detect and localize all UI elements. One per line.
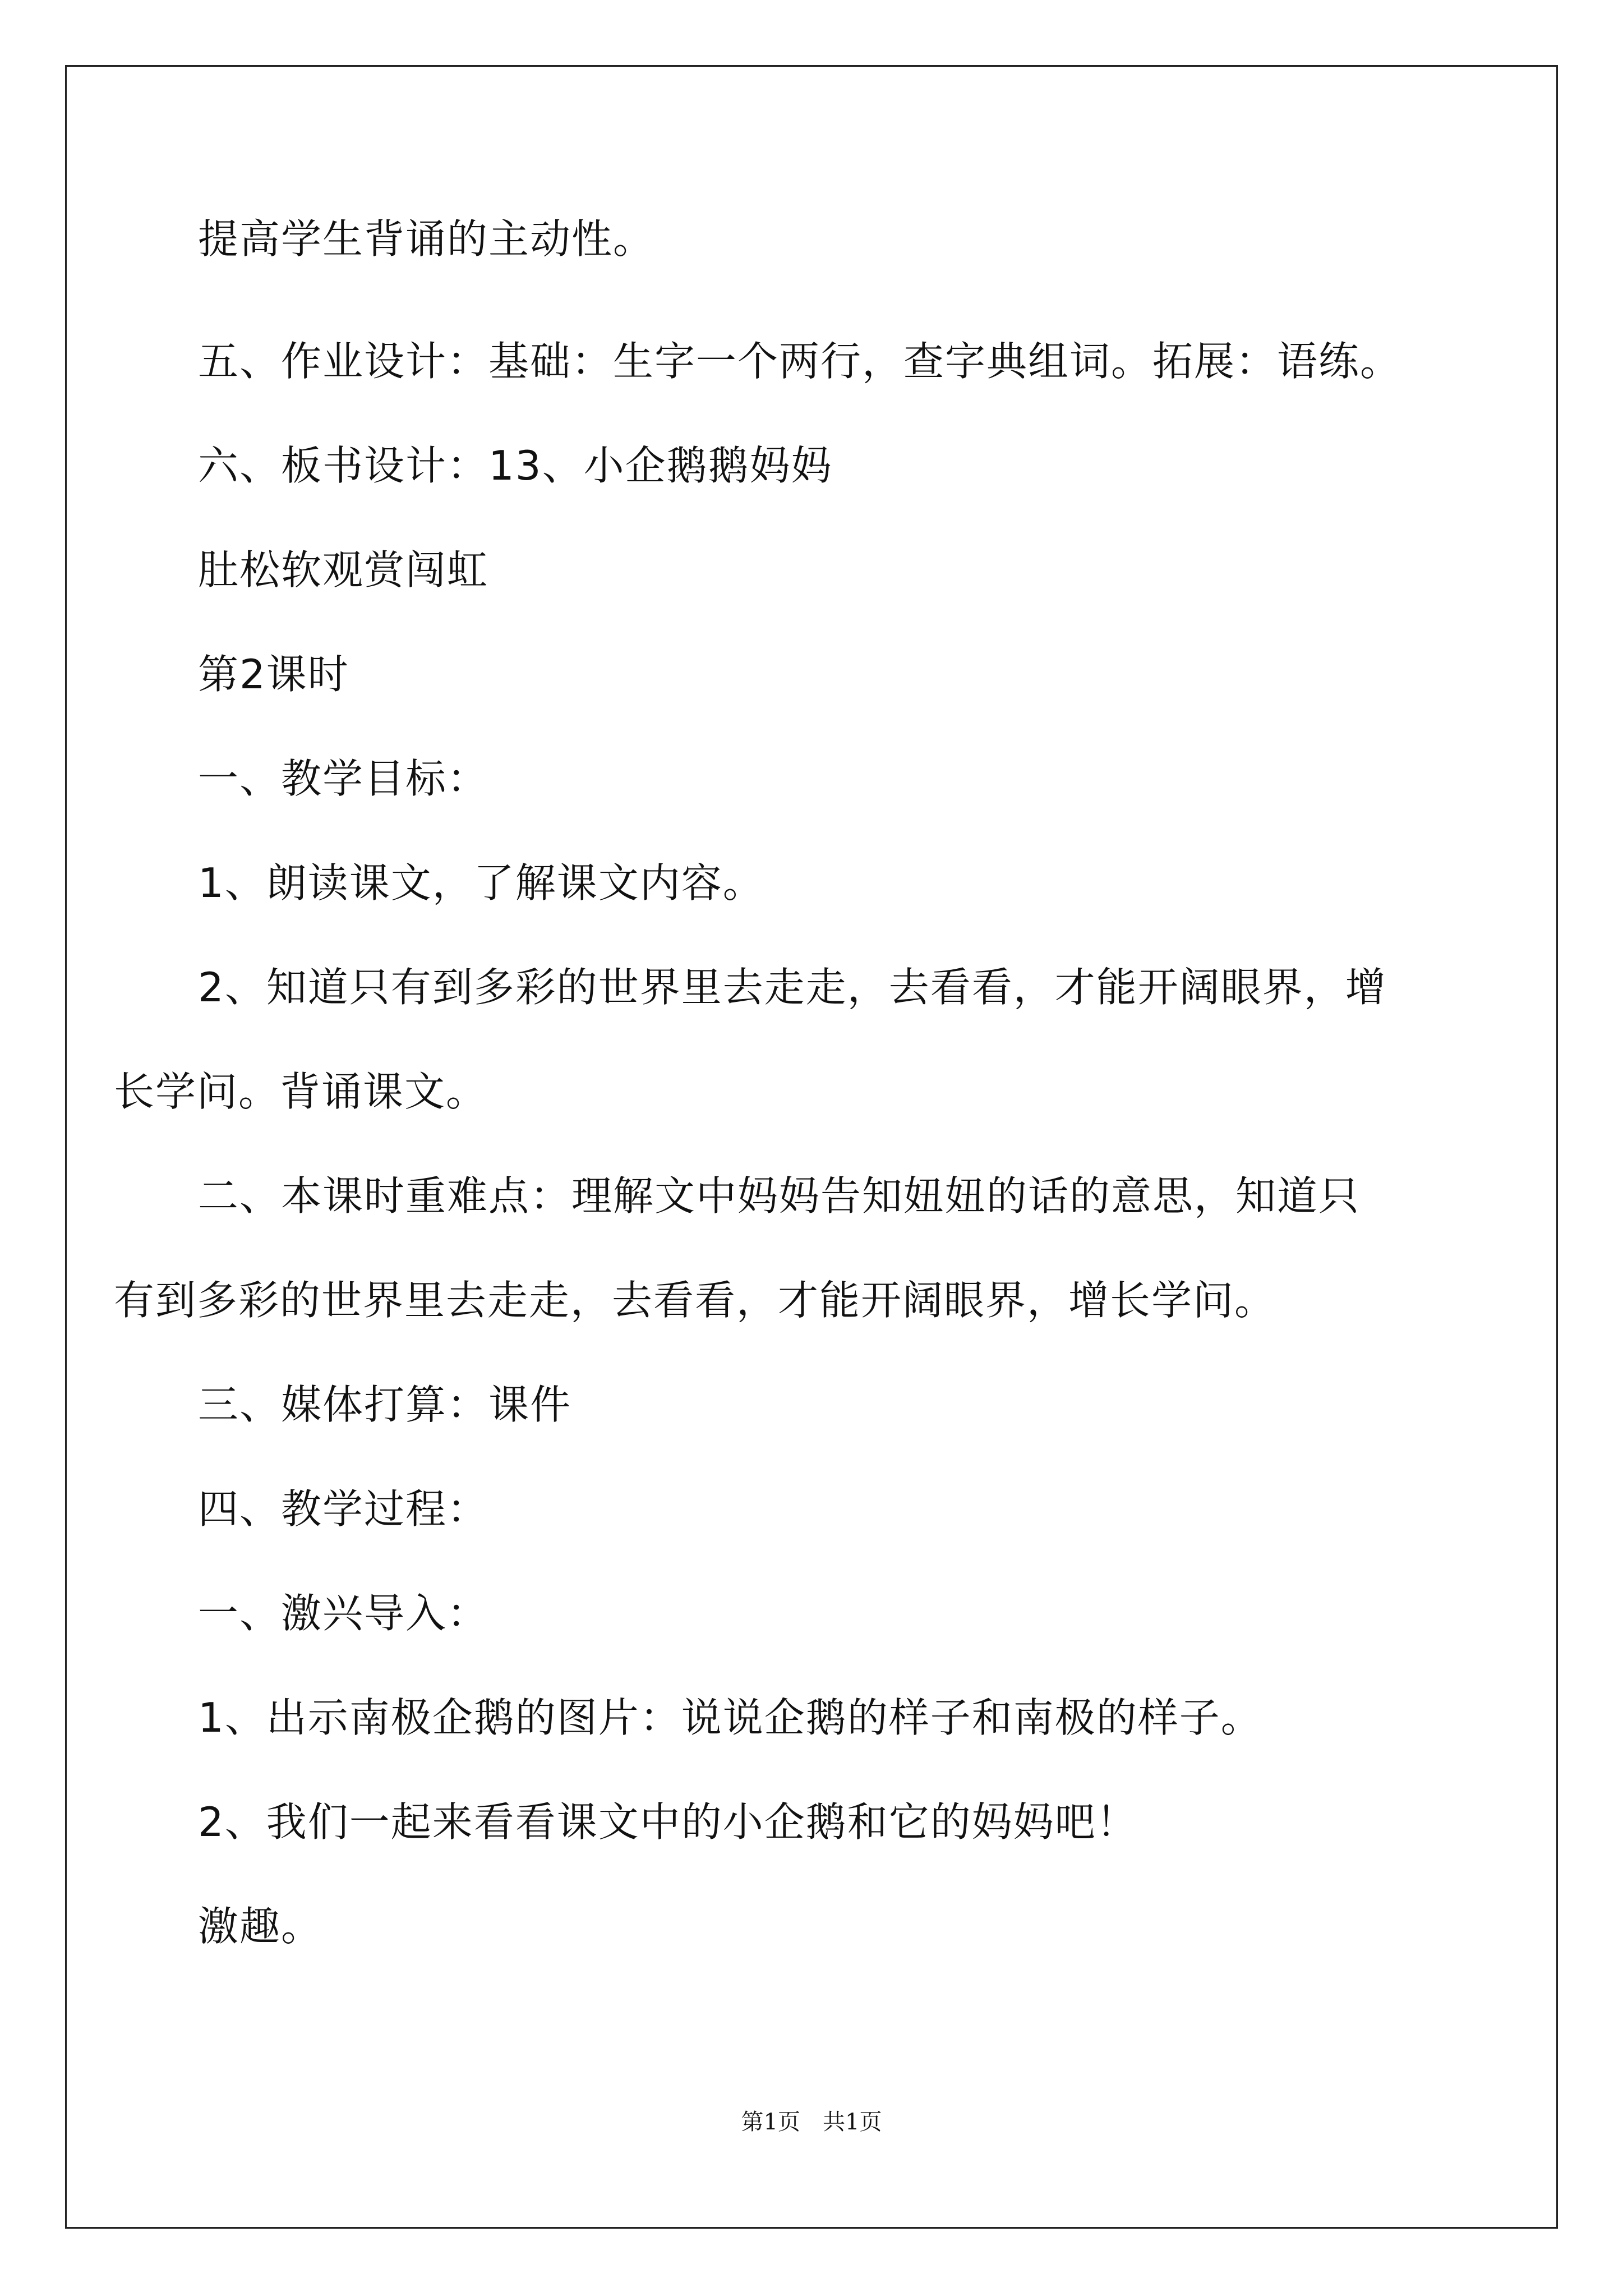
paragraph: 1、出示南极企鹅的图片：说说企鹅的样子和南极的样子。: [198, 1694, 1262, 1741]
paragraph: 一、激兴导入：: [198, 1590, 489, 1637]
page-number-footer: 第1页 共1页: [741, 2109, 882, 2135]
paragraph: 激趣。: [198, 1903, 323, 1950]
paragraph: 二、本课时重难点：理解文中妈妈告知妞妞的话的意思，知道只: [198, 1172, 1361, 1220]
paragraph: 2、我们一起来看看课文中的小企鹅和它的妈妈吧！: [198, 1798, 1138, 1846]
paragraph: 提高学生背诵的主动性。: [198, 215, 655, 263]
paragraph: 1、朗读课文，了解课文内容。: [198, 859, 764, 907]
paragraph: 有到多彩的世界里去走走，去看看，才能开阔眼界，增长学问。: [114, 1277, 1276, 1324]
paragraph: 五、作业设计：基础：生字一个两行，查字典组词。拓展：语练。: [198, 338, 1402, 385]
paragraph: 肚松软观赏闯虹: [198, 546, 489, 593]
paragraph: 六、板书设计：13、小企鹅鹅妈妈: [198, 442, 833, 489]
paragraph: 一、教学目标：: [198, 755, 489, 802]
paragraph: 三、媒体打算：课件: [198, 1381, 572, 1428]
paragraph: 2、知道只有到多彩的世界里去走走，去看看，才能开阔眼界，增: [198, 964, 1387, 1011]
paragraph: 长学问。背诵课文。: [114, 1068, 488, 1115]
paragraph: 四、教学过程：: [198, 1485, 489, 1533]
paragraph: 第2课时: [198, 651, 349, 698]
